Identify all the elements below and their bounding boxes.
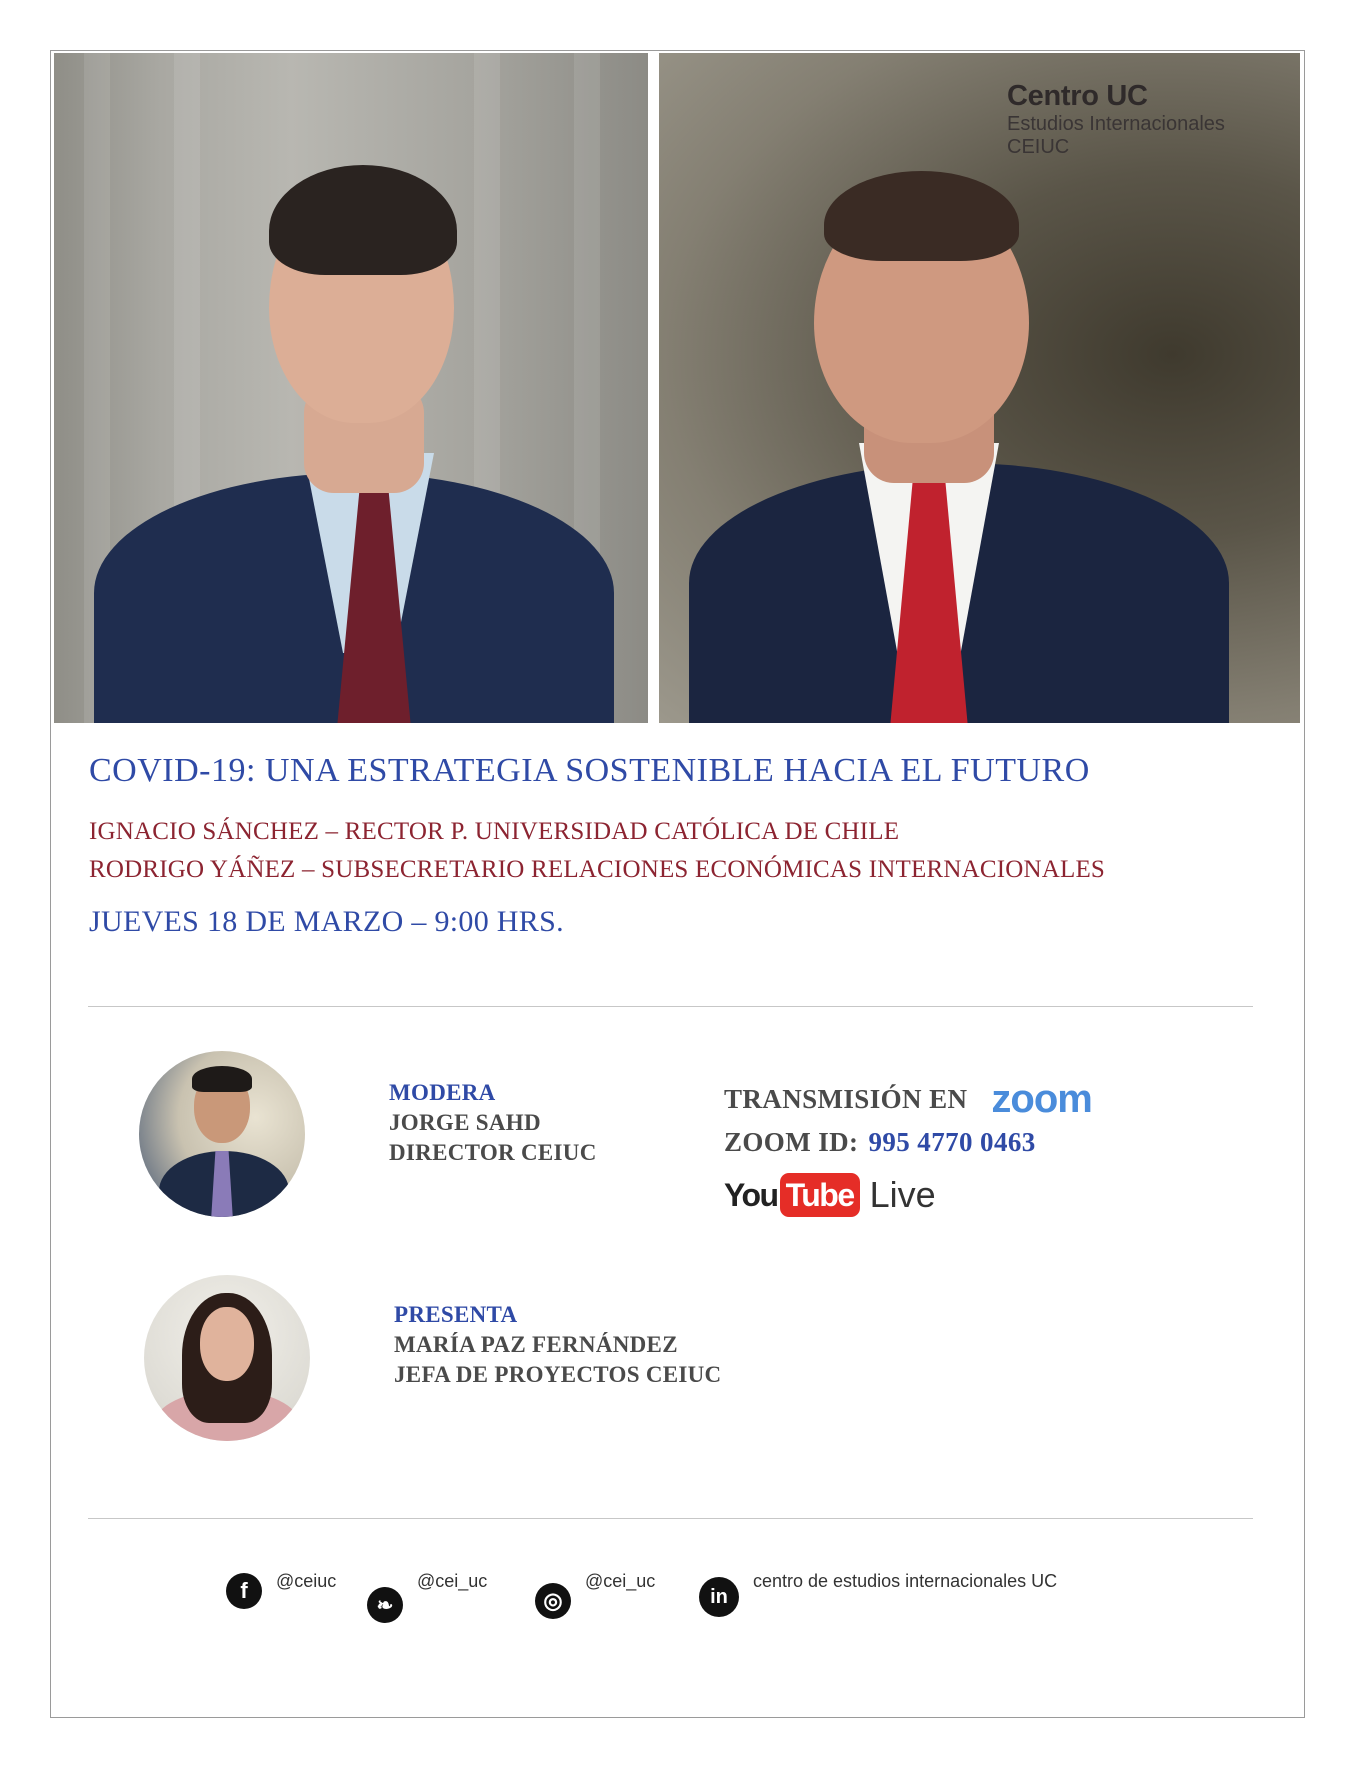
moderator-name: JORGE SAHD [389,1110,541,1135]
youtube-live: Live [869,1174,936,1215]
zoom-id-row [724,1121,1092,1164]
twitter-icon: ❧ [367,1587,403,1623]
social-handle: centro de estudios internacionales UC [753,1571,1058,1591]
presenter-avatar [144,1275,310,1441]
social-linkedin[interactable] [699,1573,1057,1617]
divider [88,1006,1253,1007]
zoom-id-label: ZOOM ID: [724,1127,859,1157]
presenter-block [394,1300,721,1390]
speaker-figure-left [54,53,648,723]
youtube-you: You [724,1176,778,1213]
event-title: COVID-19: UNA ESTRATEGIA SOSTENIBLE HACIA EL FUTURO [89,752,1090,789]
moderator-block [389,1078,597,1168]
speaker-line: IGNACIO SÁNCHEZ – RECTOR P. UNIVERSIDAD CATÓLICA DE CHILE [89,818,900,845]
moderator-avatar [139,1051,305,1217]
moderator-position: DIRECTOR CEIUC [389,1140,597,1165]
zoom-logo: zoom [991,1077,1092,1121]
presenter-position: JEFA DE PROYECTOS CEIUC [394,1362,722,1387]
social-facebook[interactable] [226,1573,336,1609]
ceiuc-logo [1007,80,1225,159]
logo-title: Centro UC [1007,80,1148,112]
speaker-photo-left [54,53,648,723]
moderator-role: MODERA [389,1080,496,1105]
divider [88,1518,1253,1519]
social-twitter[interactable] [367,1573,487,1623]
social-instagram[interactable] [535,1573,655,1619]
youtube-live-logo [724,1173,936,1217]
zoom-id-value: 995 4770 0463 [868,1127,1036,1157]
presenter-name: MARÍA PAZ FERNÁNDEZ [394,1332,678,1357]
event-date: JUEVES 18 DE MARZO – 9:00 HRS. [89,905,564,938]
social-handle: @ceiuc [276,1571,337,1591]
presenter-role: PRESENTA [394,1302,518,1327]
linkedin-icon: in [699,1577,739,1617]
stream-label-row [724,1078,1092,1121]
logo-subtitle: Estudios Internacionales [1007,113,1225,135]
instagram-icon: ◎ [535,1583,571,1619]
youtube-tube: Tube [780,1173,860,1217]
stream-info [724,1078,1092,1164]
social-handle: @cei_uc [585,1571,656,1591]
logo-acronym: CEIUC [1007,136,1070,158]
facebook-icon: f [226,1573,262,1609]
social-handle: @cei_uc [417,1571,488,1591]
speaker-line: RODRIGO YÁÑEZ – SUBSECRETARIO RELACIONES ECONÓMICAS INTERNACIONALES [89,856,1106,883]
stream-label: TRANSMISIÓN EN [724,1084,968,1114]
